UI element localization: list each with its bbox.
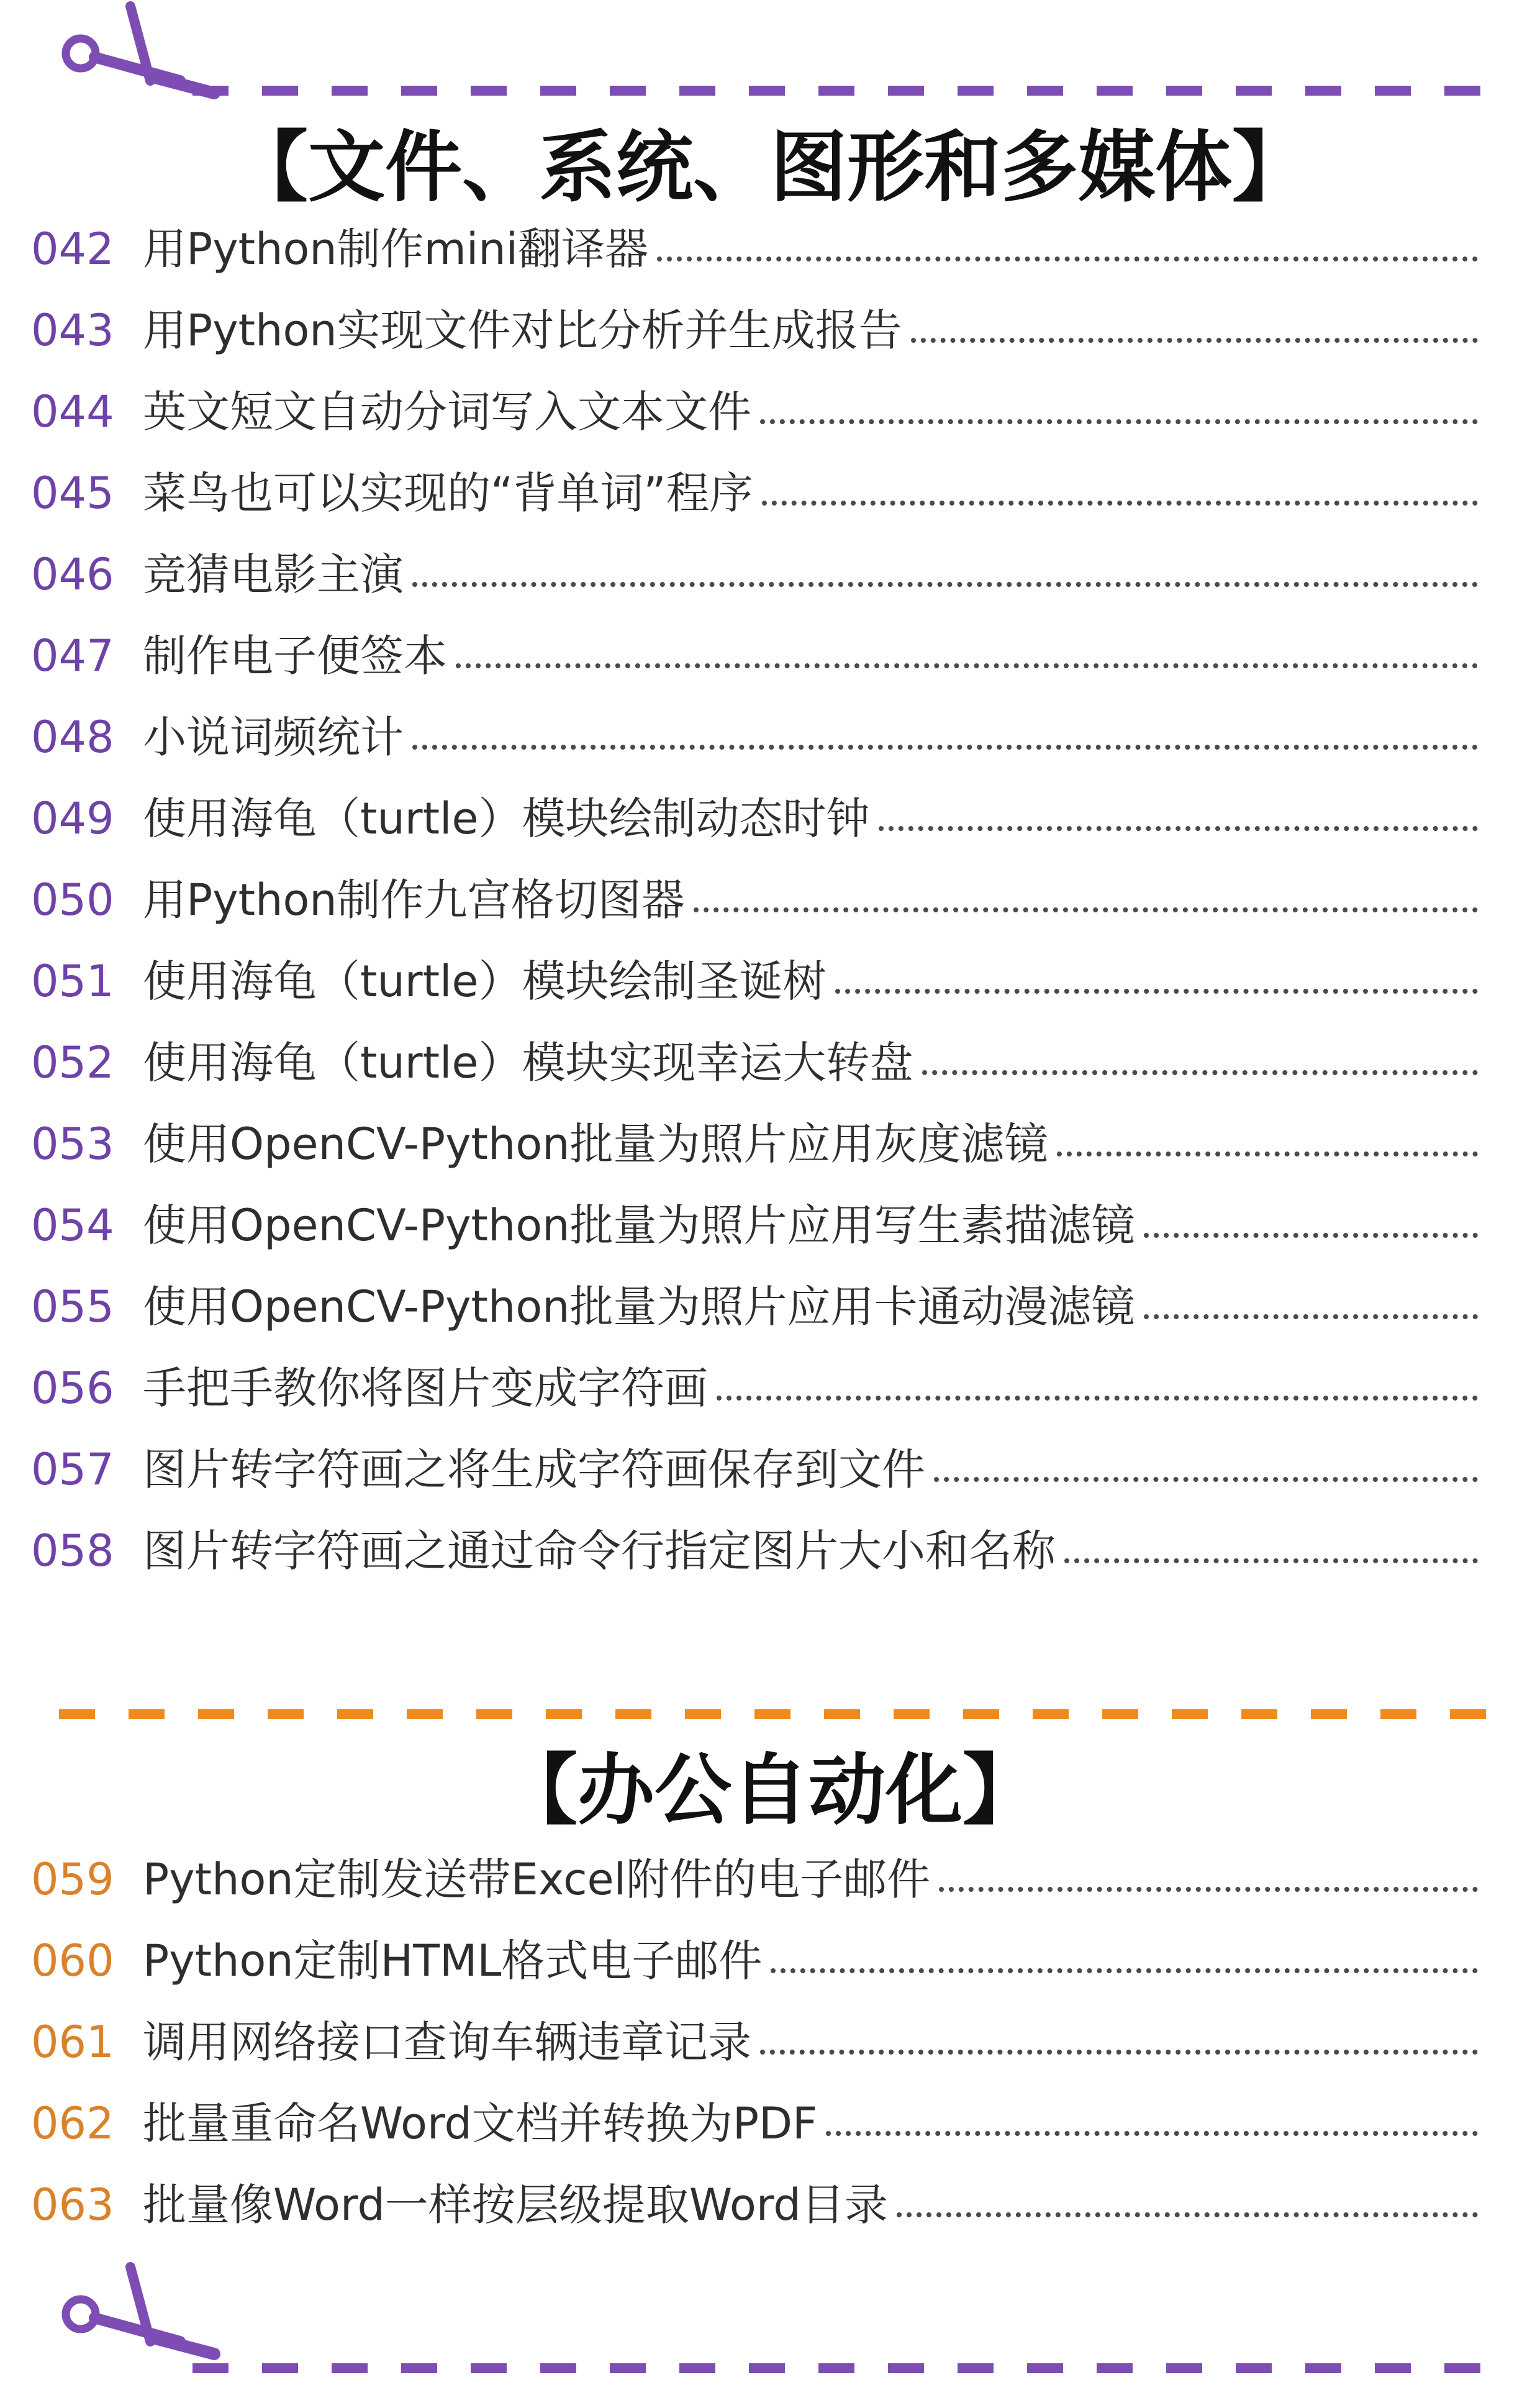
leader-dots [762, 494, 1478, 506]
toc-item[interactable] [31, 2089, 1478, 2170]
chapter-title: 批量像Word一样按层级提取Word目录 [143, 2179, 888, 2230]
chapter-title: 图片转字符画之将生成字符画保存到文件 [143, 1444, 925, 1495]
leader-dots [835, 983, 1478, 994]
leader-dots [717, 1389, 1478, 1401]
chapter-number: 060 [31, 1935, 114, 1986]
toc-item[interactable] [31, 540, 1478, 621]
chapter-number: 059 [31, 1854, 114, 1905]
chapter-number: 046 [31, 549, 114, 600]
chapter-title: 用Python制作九宫格切图器 [143, 874, 685, 925]
toc-item[interactable] [31, 1926, 1478, 2007]
chapter-number: 043 [31, 305, 114, 356]
toc-item[interactable] [31, 377, 1478, 458]
chapter-number: 057 [31, 1444, 114, 1495]
leader-dots [1144, 1308, 1478, 1319]
middle-divider [59, 1709, 1493, 1719]
leader-dots [412, 576, 1478, 587]
chapter-number: 053 [31, 1119, 114, 1170]
chapter-title: 制作电子便签本 [143, 630, 447, 681]
leader-dots [1144, 1227, 1478, 1238]
toc-item[interactable] [31, 784, 1478, 865]
chapter-title: 使用海龟（turtle）模块绘制动态时钟 [143, 793, 870, 844]
chapter-number: 058 [31, 1525, 114, 1576]
chapter-title: 使用OpenCV-Python批量为照片应用卡通动漫滤镜 [143, 1281, 1135, 1332]
chapter-title: 用Python制作mini翻译器 [143, 224, 649, 275]
chapter-number: 048 [31, 712, 114, 763]
toc-item[interactable] [31, 2007, 1478, 2089]
leader-dots [879, 820, 1478, 831]
leader-dots [694, 901, 1478, 912]
leader-dots [897, 2206, 1478, 2217]
chapter-title: 使用海龟（turtle）模块实现幸运大转盘 [143, 1037, 913, 1088]
section-title-office-automation: 【办公自动化】 [500, 1745, 1040, 1835]
chapter-number: 056 [31, 1363, 114, 1414]
toc-item[interactable] [31, 296, 1478, 377]
toc-item[interactable] [31, 702, 1478, 784]
chapter-number: 051 [31, 956, 114, 1007]
leader-dots [1057, 1145, 1478, 1156]
toc-item[interactable] [31, 1353, 1478, 1435]
toc-item[interactable] [31, 1516, 1478, 1597]
toc-item[interactable] [31, 1845, 1478, 1926]
leader-dots [939, 1881, 1478, 1892]
leader-dots [760, 413, 1478, 424]
chapter-title: 小说词频统计 [143, 712, 404, 763]
chapter-number: 050 [31, 874, 114, 925]
chapter-title: 使用OpenCV-Python批量为照片应用写生素描滤镜 [143, 1200, 1135, 1251]
toc-list-multimedia [31, 214, 1478, 1597]
chapter-number: 045 [31, 468, 114, 519]
toc-item[interactable] [31, 865, 1478, 947]
chapter-title: 用Python实现文件对比分析并生成报告 [143, 305, 902, 356]
chapter-number: 063 [31, 2179, 114, 2230]
toc-list-office-automation [31, 1845, 1478, 2251]
leader-dots [826, 2125, 1478, 2136]
chapter-number: 055 [31, 1281, 114, 1332]
chapter-number: 049 [31, 793, 114, 844]
leader-dots [934, 1471, 1478, 1482]
scissors-icon [56, 2248, 230, 2373]
toc-item[interactable] [31, 947, 1478, 1028]
chapter-title: 手把手教你将图片变成字符画 [143, 1363, 708, 1414]
leader-dots [1064, 1552, 1478, 1563]
chapter-number: 054 [31, 1200, 114, 1251]
chapter-number: 042 [31, 224, 114, 275]
chapter-number: 062 [31, 2098, 114, 2149]
chapter-title: Python定制发送带Excel附件的电子邮件 [143, 1854, 931, 1905]
chapter-title: 图片转字符画之通过命令行指定图片大小和名称 [143, 1525, 1056, 1576]
toc-item[interactable] [31, 2170, 1478, 2251]
toc-item[interactable] [31, 621, 1478, 702]
toc-item[interactable] [31, 214, 1478, 296]
chapter-title: 菜鸟也可以实现的“背单词”程序 [143, 468, 753, 519]
leader-dots [412, 738, 1478, 750]
leader-dots [771, 1962, 1478, 1973]
chapter-title: 使用海龟（turtle）模块绘制圣诞树 [143, 956, 827, 1007]
toc-item[interactable] [31, 458, 1478, 540]
top-divider [192, 86, 1490, 96]
leader-dots [922, 1064, 1478, 1075]
chapter-number: 061 [31, 2017, 114, 2068]
toc-item[interactable] [31, 1109, 1478, 1191]
leader-dots [911, 332, 1478, 343]
chapter-number: 052 [31, 1037, 114, 1088]
chapter-title: 调用网络接口查询车辆违章记录 [143, 2017, 751, 2068]
chapter-title: 英文短文自动分词写入文本文件 [143, 386, 751, 437]
leader-dots [456, 657, 1478, 668]
leader-dots [657, 250, 1478, 261]
chapter-number: 044 [31, 386, 114, 437]
chapter-title: 竞猜电影主演 [143, 549, 404, 600]
scissors-icon [56, 0, 230, 124]
chapter-title: 批量重命名Word文档并转换为PDF [143, 2098, 818, 2149]
chapter-title: 使用OpenCV-Python批量为照片应用灰度滤镜 [143, 1119, 1048, 1170]
bottom-divider [192, 2363, 1490, 2373]
toc-item[interactable] [31, 1191, 1478, 1272]
toc-item[interactable] [31, 1272, 1478, 1353]
toc-item[interactable] [31, 1028, 1478, 1109]
leader-dots [760, 2043, 1478, 2055]
toc-item[interactable] [31, 1435, 1478, 1516]
chapter-number: 047 [31, 630, 114, 681]
chapter-title: Python定制HTML格式电子邮件 [143, 1935, 763, 1986]
section-title-multimedia: 【文件、系统、图形和多媒体】 [230, 122, 1309, 212]
